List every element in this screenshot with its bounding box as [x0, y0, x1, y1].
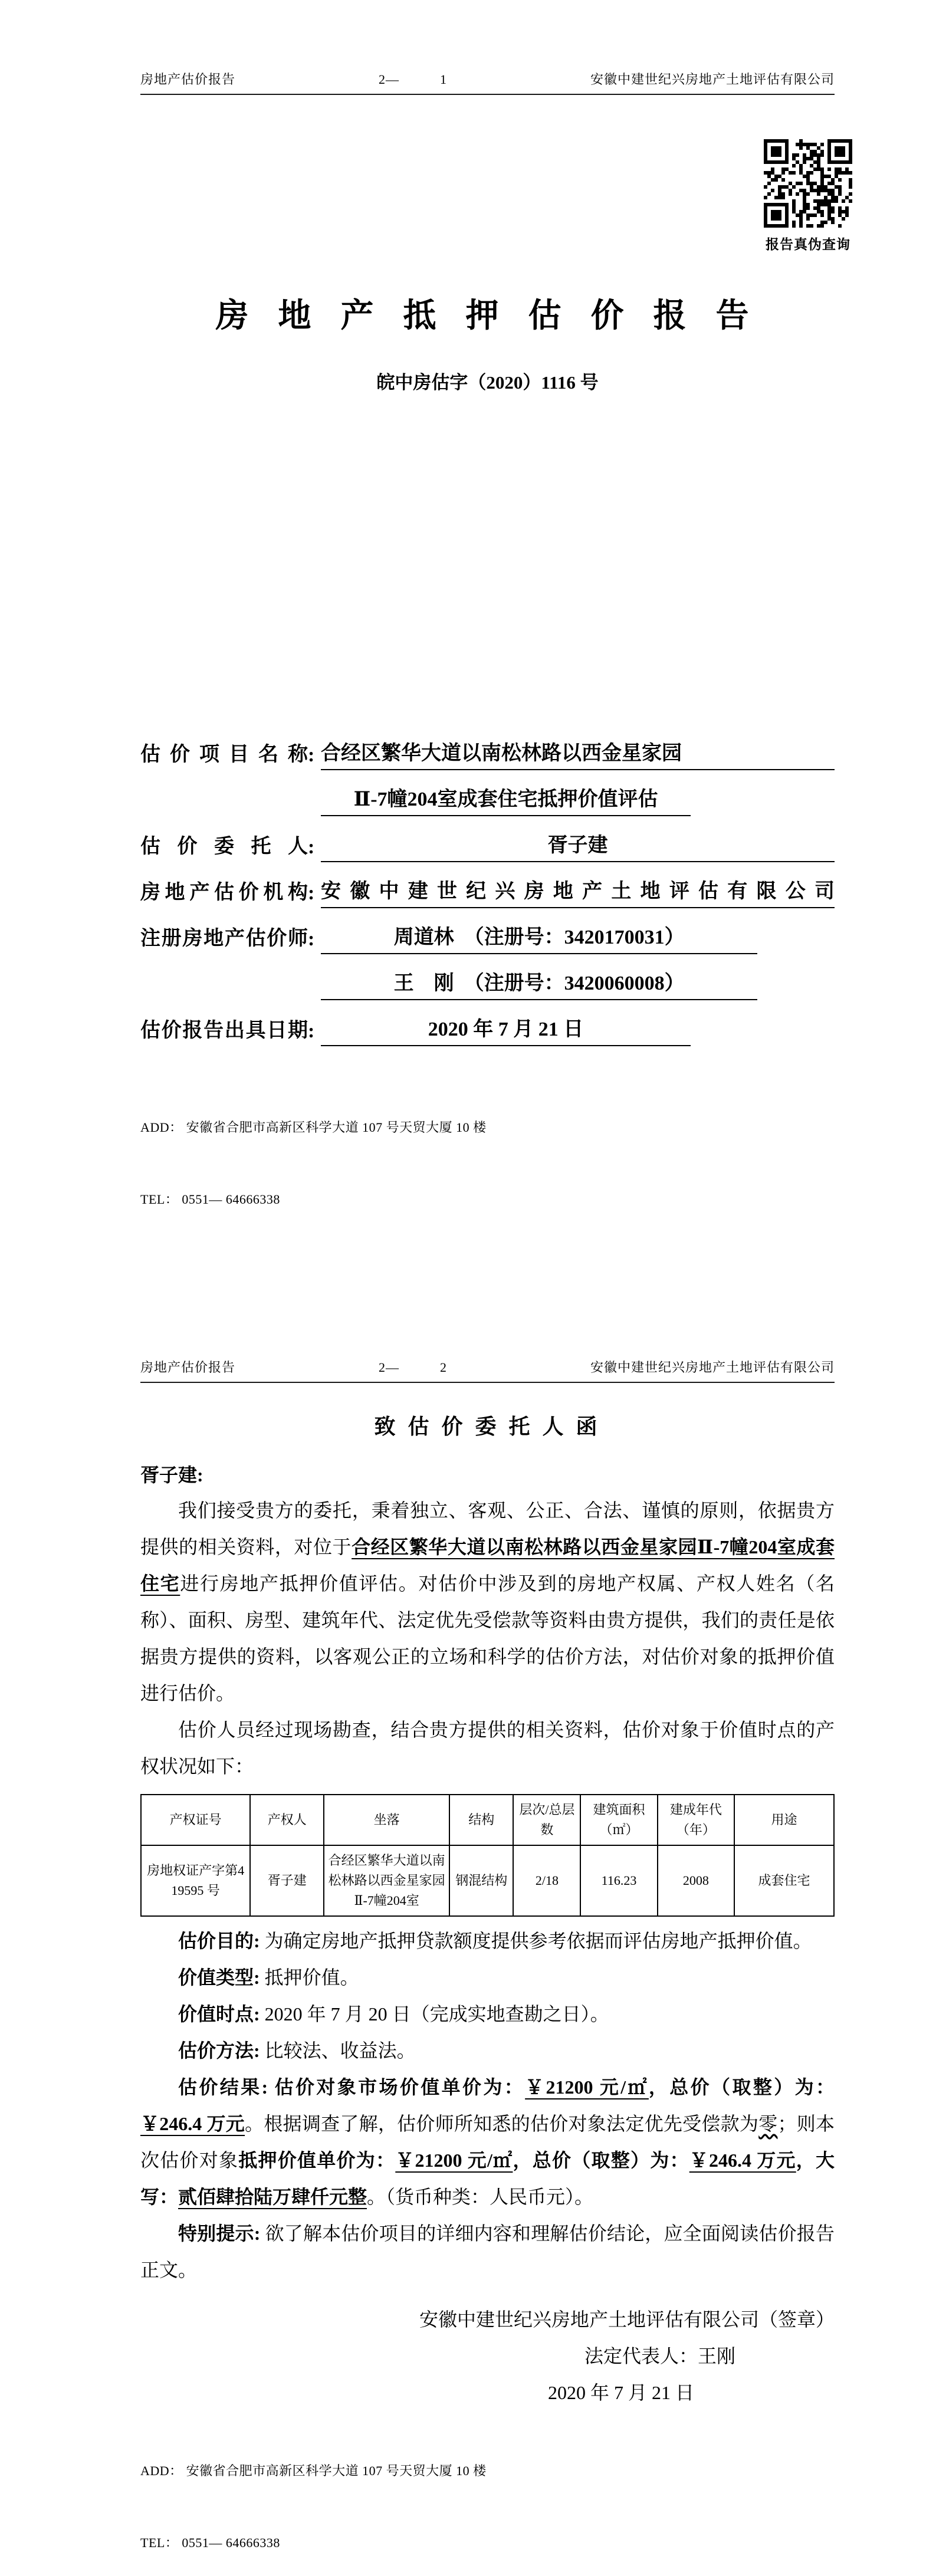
th-location: 坐落: [324, 1795, 449, 1845]
signature-block: [140, 2301, 835, 2411]
header-company-name: 安徽中建世纪兴房地产土地评估有限公司: [590, 1360, 835, 1375]
appraiser-1-value: 周道林 （注册号：3420170031）: [321, 921, 757, 954]
header-page-indicator: 2— 1: [378, 72, 447, 87]
item-special-notice: 特别提示: 欲了解本估价项目的详细内容和理解估价结论，应全面阅读估价报告正文。: [140, 2223, 835, 2281]
colon-spacer: [308, 813, 321, 816]
item-method: 估价方法: 比较法、收益法。: [178, 2040, 416, 2062]
page-2-header: [140, 1358, 835, 1383]
letter-body-paragraph: 我们接受贵方的委托，秉着独立、客观、公正、合法、谨慎的原则，依据贵方提供的相关资料，对位于合经区繁华大道以南松林路以西金星家园Ⅱ-7幢204室成套住宅进行房地产抵押价值评估。对估价中涉及到的房地产权属、产权人姓名（名称）、面积、房型、建筑年代、法定优先受偿款等资料由贵方提供，我们的责任是依据贵方提供的资料，以客观公正的立场和科学的估价方法，对估价对象的抵押价值进行估价。: [140, 1500, 835, 1704]
form-row-appraiser-1: [140, 908, 835, 954]
page-2-footer: [140, 2411, 835, 2576]
qr-code-icon: [764, 139, 852, 228]
appraiser-1-area: [321, 921, 835, 954]
cover-form: [140, 724, 835, 1046]
th-owner: 产权人: [250, 1795, 324, 1845]
appraiser-2-value: 王 刚 （注册号：3420060008）: [321, 967, 757, 1000]
page-2: [0, 1288, 936, 2576]
footer-telephone: TEL： 0551— 64666338: [140, 2535, 280, 2550]
label-colon: :: [308, 836, 315, 858]
signature-date: 2020 年 7 月 21 日: [547, 2382, 694, 2404]
project-name-label: 估价项目名称: [140, 744, 308, 765]
project-name-line1: 合经区繁华大道以南松林路以西金星家园: [321, 737, 835, 770]
property-table-head: [141, 1795, 834, 1845]
letter-title: 致 估 价 委 托 人 函: [374, 1415, 601, 1438]
colon-spacer: [308, 997, 321, 1000]
td-area: 116.23: [580, 1845, 657, 1916]
signature-company: 安徽中建世纪兴房地产土地评估有限公司（签章）: [419, 2309, 835, 2331]
item-value-date: 价值时点: 2020 年 7 月 20 日（完成实地查勘之日）。: [178, 2003, 609, 2025]
item-value-type: 价值类型: 抵押价值。: [178, 1967, 359, 1989]
th-area: 建筑面积（㎡）: [580, 1795, 657, 1845]
table-header-row: [141, 1795, 834, 1845]
page-1-footer: [140, 1068, 835, 1260]
td-location: 合经区繁华大道以南松林路以西金星家园Ⅱ-7幢204室: [324, 1845, 449, 1916]
th-structure: 结构: [449, 1795, 513, 1845]
form-row-project-name-2: [140, 770, 835, 816]
agency-value: 安徽中建世纪兴房地产土地评估有限公司: [321, 875, 835, 908]
agency-area: [321, 875, 835, 908]
project-name-line2: Ⅱ-7幢204室成套住宅抵押价值评估: [321, 783, 691, 816]
td-structure: 钢混结构: [449, 1845, 513, 1916]
th-year: 建成年代（年）: [658, 1795, 734, 1845]
header-page-indicator: 2— 2: [378, 1360, 447, 1375]
issue-date-area: [321, 1013, 835, 1046]
project-name-area: [321, 737, 835, 770]
appraiser-2-area: [321, 967, 835, 1000]
project-name-area-2: [321, 783, 835, 816]
letter-salutation: 胥子建:: [140, 1464, 203, 1486]
th-cert-number: 产权证号: [141, 1795, 250, 1845]
label-spacer: [140, 813, 308, 816]
client-label: 估价委托人: [140, 836, 308, 857]
td-year: 2008: [658, 1845, 734, 1916]
item-purpose: 估价目的: 为确定房地产抵押贷款额度提供参考依据而评估房地产抵押价值。: [178, 1930, 812, 1952]
footer-address: ADD： 安徽省合肥市高新区科学大道 107 号天贸大厦 10 楼: [140, 2463, 487, 2478]
item-result: 估价结果: 估价对象市场价值单价为：￥21200 元/㎡，总价（取整）为：￥246.4 万元。根据调查了解，估价师所知悉的估价对象法定优先受偿款为零；则本次估价对象抵押价值单价为：￥21200 元/㎡，总价（取整）为：￥246.4 万元，大写：贰佰肆拾陆万肆仟元整。（货币种类：人民币元）。: [140, 2076, 835, 2208]
client-area: [321, 829, 835, 862]
agency-label: 房地产估价机构: [140, 882, 308, 903]
table-row: [141, 1845, 834, 1916]
td-cert-number: 房地权证产字第419595 号: [141, 1845, 250, 1916]
property-table-body: [141, 1845, 834, 1916]
form-row-client: [140, 816, 835, 862]
property-rights-table: [140, 1794, 835, 1917]
label-colon: :: [308, 882, 315, 904]
label-colon: :: [308, 928, 315, 950]
page-1-header: [140, 70, 835, 95]
form-row-agency: [140, 862, 835, 908]
header-company-name: 安徽中建世纪兴房地产土地评估有限公司: [590, 72, 835, 87]
footer-address: ADD： 安徽省合肥市高新区科学大道 107 号天贸大厦 10 楼: [140, 1119, 487, 1135]
form-row-issue-date: [140, 1000, 835, 1046]
signature-representative: 法定代表人：王刚: [584, 2345, 735, 2367]
issue-date-value: 2020 年 7 月 21 日: [321, 1013, 691, 1046]
td-owner: 胥子建: [250, 1845, 324, 1916]
ownership-intro-paragraph: 估价人员经过现场勘查，结合贵方提供的相关资料，估价对象于价值时点的产权状况如下：: [140, 1719, 835, 1777]
td-use: 成套住宅: [734, 1845, 834, 1916]
header-doc-type: 房地产估价报告: [140, 72, 236, 87]
form-row-project-name: [140, 724, 835, 770]
label-spacer: [140, 997, 308, 1000]
qr-caption: 报告真伪查询: [766, 237, 850, 252]
th-use: 用途: [734, 1795, 834, 1845]
report-doc-number: 皖中房估字（2020）1116 号: [376, 372, 599, 393]
report-title: 房 地 产 抵 押 估 价 报 告: [215, 298, 760, 334]
label-colon: :: [308, 1020, 315, 1042]
client-value: 胥子建: [321, 829, 835, 862]
th-floor: 层次/总层数: [513, 1795, 580, 1845]
form-row-appraiser-2: [140, 954, 835, 1000]
label-colon: :: [308, 744, 315, 766]
qr-verification-block: [760, 139, 856, 253]
footer-telephone: TEL： 0551— 64666338: [140, 1191, 280, 1207]
issue-date-label: 估价报告出具日期: [140, 1020, 308, 1041]
appraiser-label: 注册房地产估价师: [140, 928, 308, 949]
td-floor: 2/18: [513, 1845, 580, 1916]
header-doc-type: 房地产估价报告: [140, 1360, 236, 1375]
